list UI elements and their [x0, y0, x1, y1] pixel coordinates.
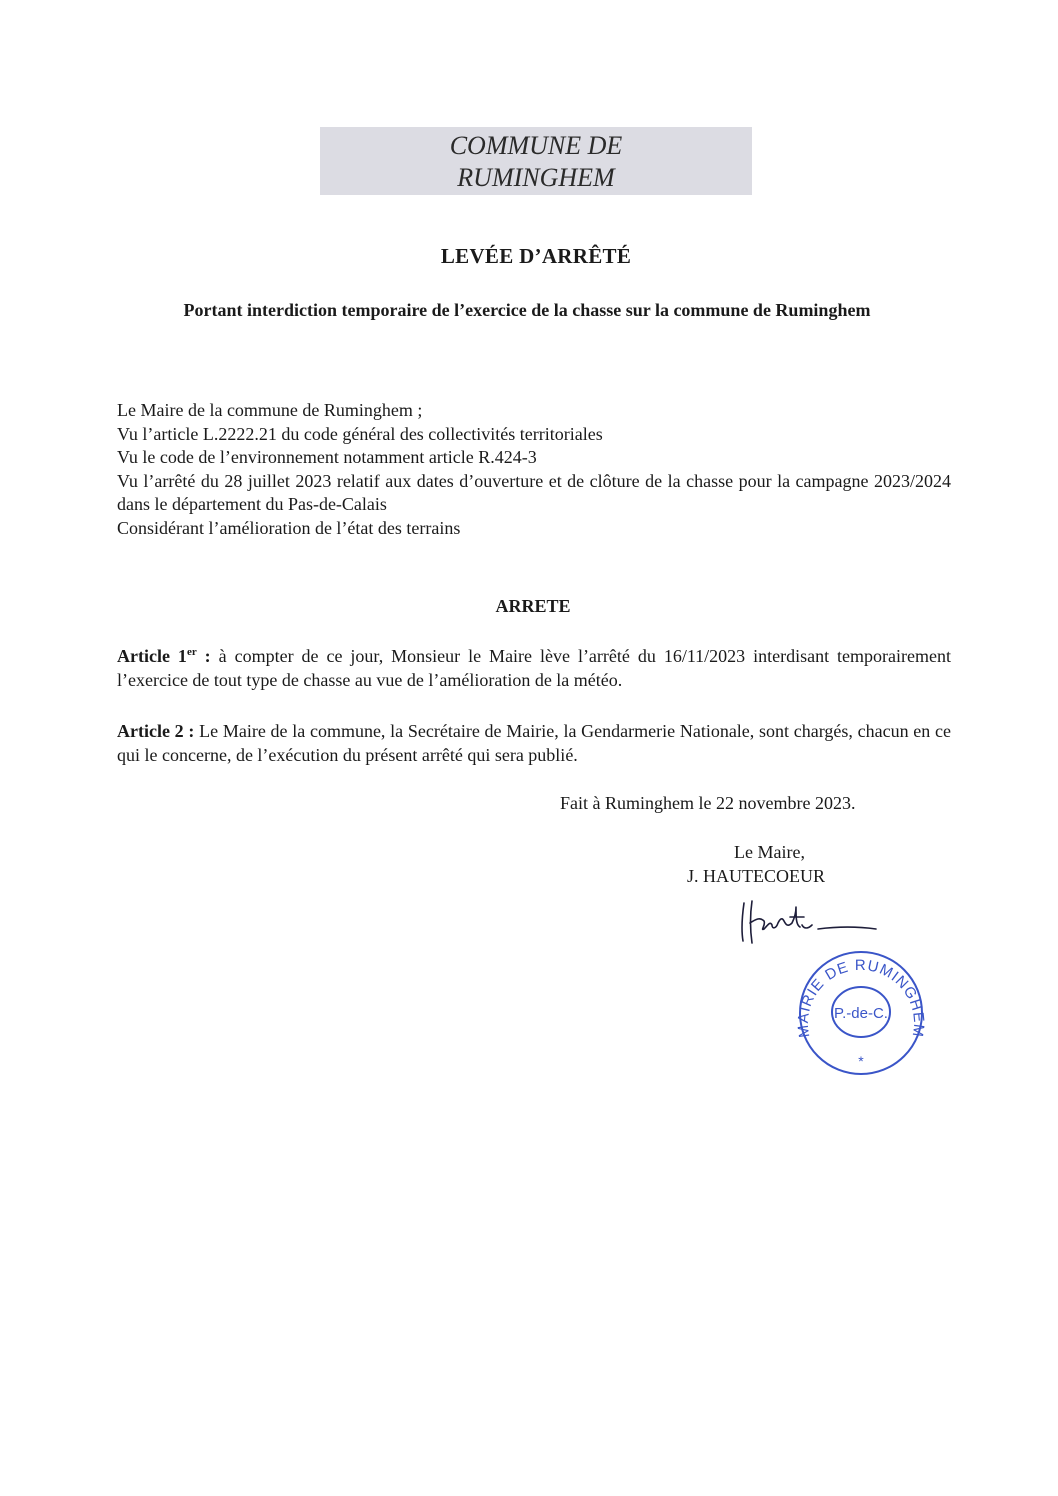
consideration-line: Considérant l’amélioration de l’état des terrains [117, 517, 461, 538]
commune-header [320, 127, 752, 195]
decree-heading: ARRETE [495, 596, 571, 616]
svg-text:*: * [858, 1053, 864, 1069]
article-1-label [117, 646, 211, 666]
mairie-stamp-icon [788, 950, 934, 1076]
article-2-label [117, 721, 194, 741]
svg-text:P.-de-C.: P.-de-C. [834, 1005, 888, 1022]
consideration-line: Le Maire de la commune de Ruminghem ; [117, 400, 423, 420]
article-2 [117, 719, 951, 767]
document-title: LEVÉE D’ARRÊTÉ [440, 244, 632, 268]
article-1-label-text: Article 1 [117, 646, 187, 666]
consideration-line: Vu l’arrêté du 28 juillet 2023 relatif aux dates d’ouverture et de clôture de la chasse pour la campagne 2023/2024 dans le département du Pas-de-Calais [117, 470, 951, 514]
document-subtitle: Portant interdiction temporaire de l’exercice de la chasse sur la commune de Ruminghem [183, 300, 871, 320]
article-1-superscript: er [186, 646, 197, 658]
signatory-title: Le Maire, [734, 842, 805, 862]
article-1-text: à compter de ce jour, Monsieur le Maire lève l’arrêté du 16/11/2023 interdisant temporairement l’exercice de tout type de chasse au vue de l’amélioration de la météo. [117, 646, 952, 690]
article-1-separator: : [196, 646, 211, 666]
svg-text:MAIRIE DE RUMINGHEM: MAIRIE DE RUMINGHEM [794, 956, 928, 1039]
signature-icon [730, 895, 890, 950]
commune-header-line2: RUMINGHEM [457, 163, 615, 192]
commune-header-line1: COMMUNE DE [449, 131, 623, 160]
consideration-line: Vu l’article L.2222.21 du code général des collectivités territoriales [117, 423, 603, 444]
article-1 [117, 644, 951, 692]
article-2-label-text: Article 2 [117, 721, 184, 741]
article-2-separator: : [183, 721, 195, 741]
article-2-text: Le Maire de la commune, la Secrétaire de Mairie, la Gendarmerie Nationale, sont chargés, chacun en ce qui le concerne, de l’exécution du présent arrêté qui sera publié. [117, 721, 951, 765]
considerations-block [117, 399, 951, 540]
consideration-line: Vu le code de l’environnement notamment article R.424-3 [117, 447, 537, 467]
date-line: Fait à Ruminghem le 22 novembre 2023. [560, 793, 856, 813]
signatory-name: J. HAUTECOEUR [687, 866, 825, 886]
